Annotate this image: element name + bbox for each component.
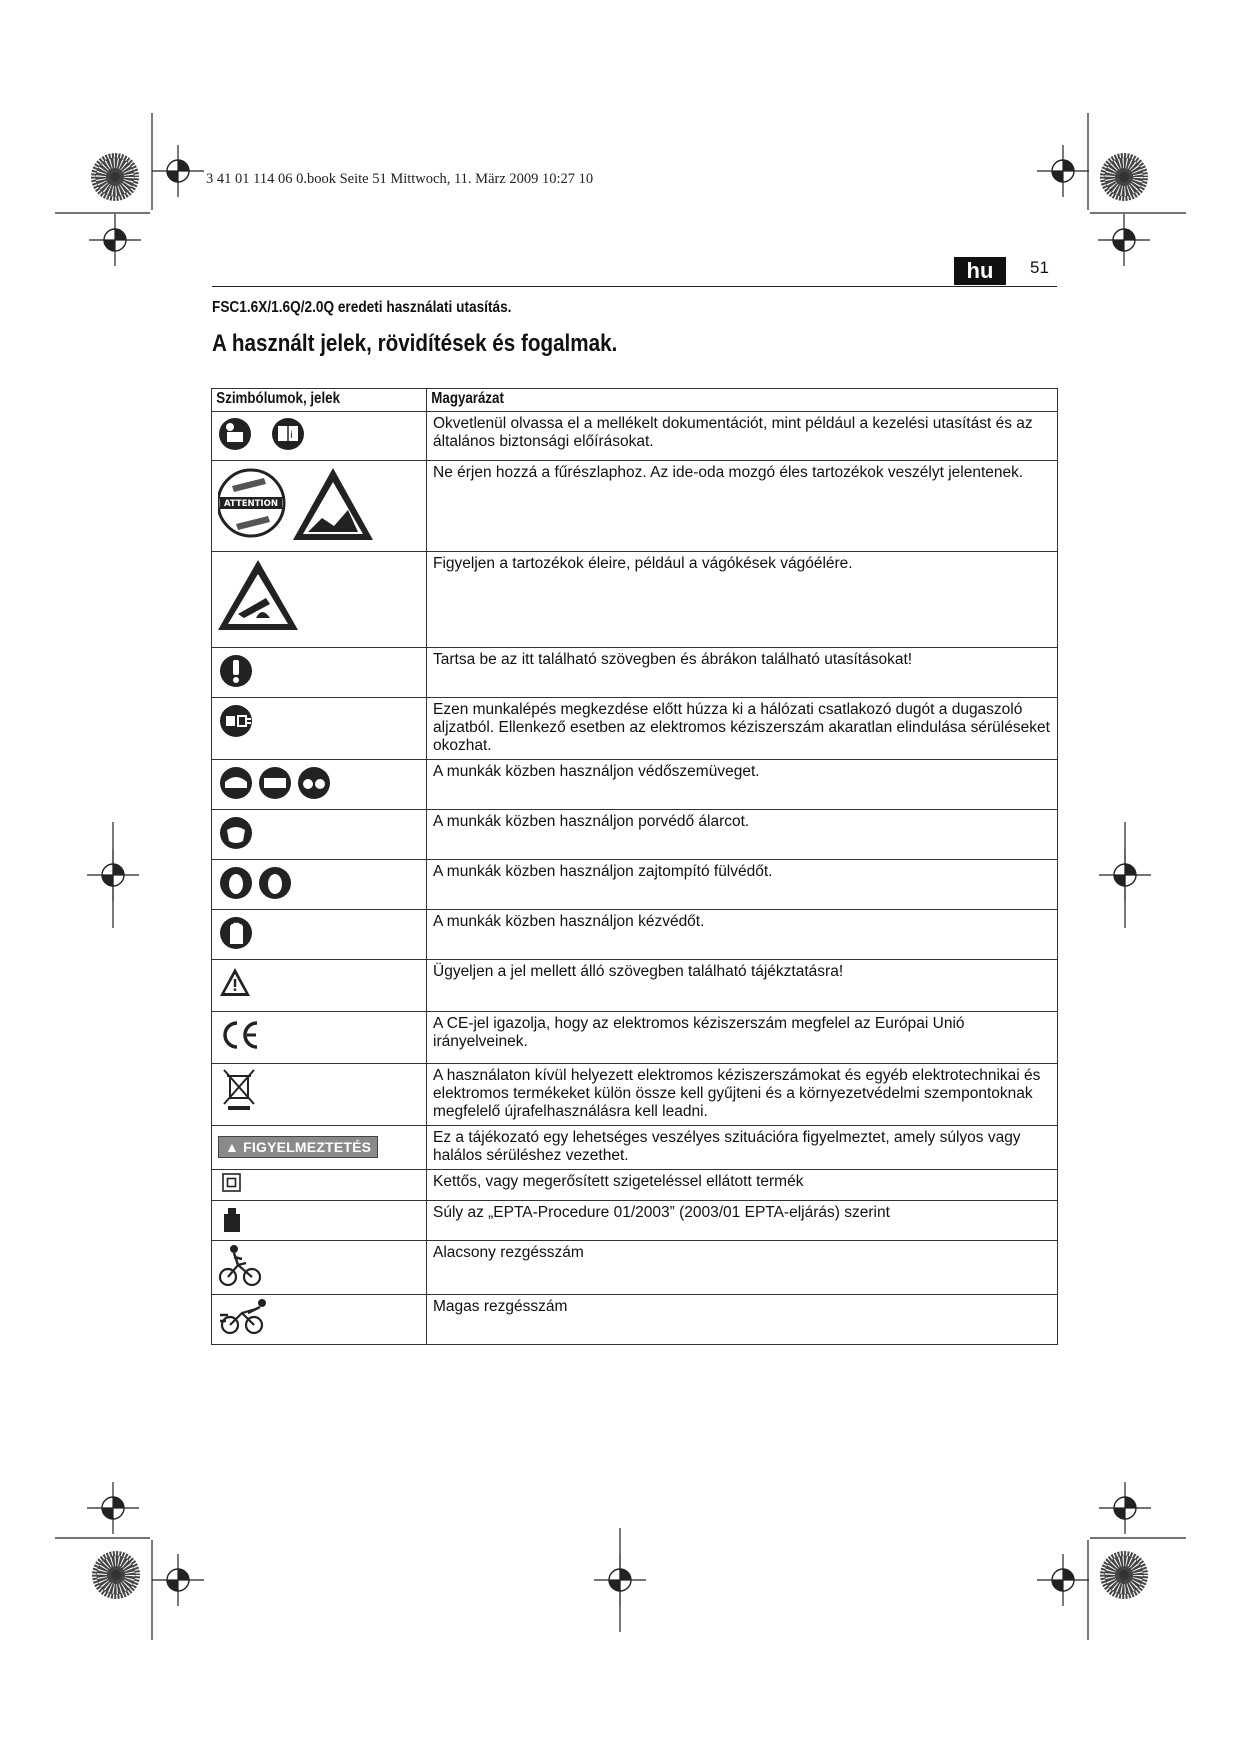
warning-triangle-icon (220, 966, 260, 1006)
print-header: 3 41 01 114 06 0.book Seite 51 Mittwoch, 11. März 2009 10:27 10 (206, 171, 594, 187)
table-row (212, 1201, 1058, 1241)
symbol-cell (212, 910, 427, 960)
col-header-explanation: Magyarázat (427, 389, 1058, 412)
table-row (212, 648, 1058, 698)
description-cell: A használaton kívül helyezett elektromos kéziszerszámokat és egyéb elektrotechnikai és elektromos termékeket külön össze kell gyűjteni és a környezetvédelmi szempontoknak megfelelő újrafelhasználásra kell leadni. (427, 1064, 1058, 1126)
symbol-cell (212, 1295, 427, 1345)
weee-bin-icon (222, 1068, 262, 1112)
description-cell: A munkák közben használjon védőszemüveget. (427, 760, 1058, 810)
symbol-cell (212, 1012, 427, 1064)
symbol-cell (212, 810, 427, 860)
description-cell: Tartsa be az itt található szövegben és ábrákon található utasításokat! (427, 648, 1058, 698)
table-row (212, 1012, 1058, 1064)
symbol-cell (212, 552, 427, 648)
sharp-edges-warning-icon (218, 558, 308, 642)
table-row (212, 1126, 1058, 1170)
description-cell: Ezen munkalépés megkezdése előtt húzza ki a hálózati csatlakozó dugót a dugaszoló aljzatból. Ellenkező esetben az elektromos kéziszerszám akaratlan elindulása sérüléseket okozhat. (427, 698, 1058, 760)
table-row (212, 810, 1058, 860)
description-cell: A munkák közben használjon zajtompító fülvédőt. (427, 860, 1058, 910)
description-cell: A munkák közben használjon porvédő álarcot. (427, 810, 1058, 860)
unplug-icon (219, 702, 259, 742)
table-row (212, 1295, 1058, 1345)
table-row (212, 412, 1058, 461)
table-row (212, 910, 1058, 960)
symbol-cell (212, 860, 427, 910)
table-row (212, 552, 1058, 648)
symbol-cell (212, 760, 427, 810)
doc-title: FSC1.6X/1.6Q/2.0Q eredeti használati utasítás. (212, 299, 512, 316)
section-heading: A használt jelek, rövidítések és fogalmak. (212, 330, 618, 357)
description-cell: Ne érjen hozzá a fűrészlaphoz. Az ide-oda mozgó éles tartozékok veszélyt jelentenek. (427, 461, 1058, 552)
ear-protection-icon (219, 864, 299, 904)
table-row (212, 1241, 1058, 1295)
exclamation-mandatory-icon (219, 652, 259, 692)
svg-text:ATTENTION: ATTENTION (224, 499, 278, 509)
read-manual-icon (218, 415, 328, 455)
description-cell: Ügyeljen a jel mellett álló szövegben található tájékztatásra! (427, 960, 1058, 1012)
description-cell: Alacsony rezgésszám (427, 1241, 1058, 1295)
col-header-symbols: Szimbólumok, jelek (212, 389, 427, 412)
symbol-cell (212, 698, 427, 760)
description-cell: Ez a tájékozató egy lehetséges veszélyes szituációra figyelmeztet, amely súlyos vagy halálos sérüléshez vezethet. (427, 1126, 1058, 1170)
description-cell: Magas rezgésszám (427, 1295, 1058, 1345)
description-cell: Figyeljen a tartozékok éleire, például a vágókések vágóélére. (427, 552, 1058, 648)
symbols-table (211, 388, 1058, 1345)
table-row (212, 960, 1058, 1012)
symbol-cell (212, 1126, 427, 1170)
table-row (212, 461, 1058, 552)
symbol-cell (212, 648, 427, 698)
symbol-cell (212, 1170, 427, 1201)
symbol-cell (212, 1064, 427, 1126)
table-row (212, 760, 1058, 810)
header-rule (212, 286, 1057, 287)
high-vibration-icon (218, 1297, 278, 1339)
table-row (212, 860, 1058, 910)
symbol-cell (212, 1201, 427, 1241)
description-cell: Okvetlenül olvassa el a mellékelt dokumentációt, mint például a kezelési utasítást és az általános biztonsági előírásokat. (427, 412, 1058, 461)
double-insulation-icon (222, 1173, 246, 1195)
attention-saw-blade-icon (218, 462, 418, 546)
low-vibration-icon (218, 1243, 268, 1289)
description-cell: A CE-jel igazolja, hogy az elektromos kéziszerszám megfelel az Európai Unió irányelveinek. (427, 1012, 1058, 1064)
description-cell: A munkák közben használjon kézvédőt. (427, 910, 1058, 960)
description-cell: Súly az „EPTA-Procedure 01/2003” (2003/01 EPTA-eljárás) szerint (427, 1201, 1058, 1241)
symbol-cell (212, 960, 427, 1012)
ce-mark-icon (220, 1018, 270, 1058)
weight-icon (222, 1205, 252, 1235)
symbol-cell (212, 1241, 427, 1295)
warning-badge: ▲ FIGYELMEZTETÉS (218, 1136, 378, 1158)
eye-protection-icon (219, 764, 339, 804)
table-header-row (212, 389, 1058, 412)
page-number: 51 (1030, 258, 1049, 277)
symbol-cell (212, 412, 427, 461)
language-tag: hu (954, 257, 1006, 285)
table-row (212, 698, 1058, 760)
description-cell: Kettős, vagy megerősített szigeteléssel ellátott termék (427, 1170, 1058, 1201)
table-row (212, 1064, 1058, 1126)
svg-text:i: i (290, 430, 293, 441)
symbol-cell (212, 461, 427, 552)
dust-mask-icon (219, 814, 259, 854)
gloves-icon (219, 914, 259, 954)
table-row (212, 1170, 1058, 1201)
